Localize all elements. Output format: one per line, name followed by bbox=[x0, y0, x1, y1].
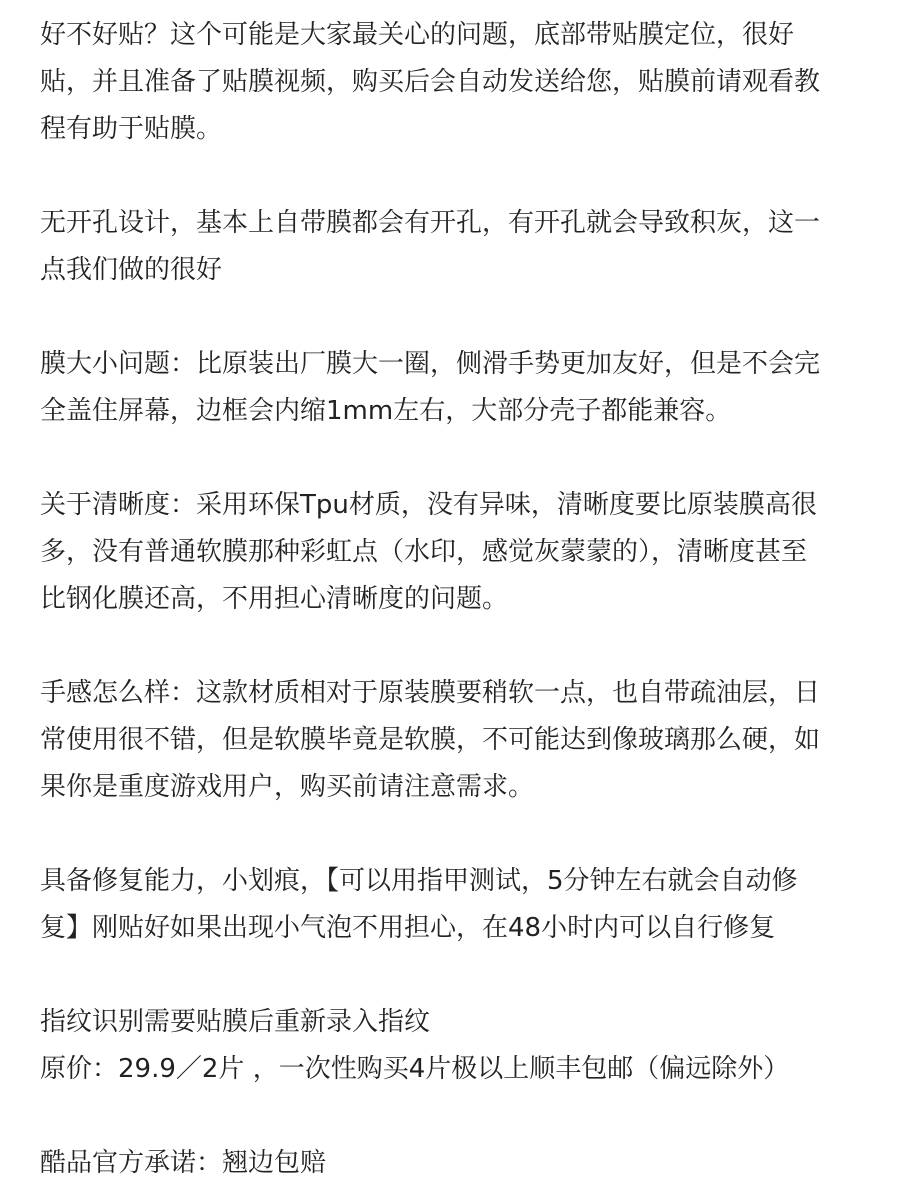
paragraph-gap bbox=[40, 153, 860, 200]
paragraph-ease-of-application: 好不好贴？这个可能是大家最关心的问题，底部带贴膜定位，很好 贴，并且准备了贴膜视频，购买后会自动发送给您，贴膜前请观看教 程有助于贴膜。 bbox=[40, 20, 821, 144]
paragraph-fingerprint-price: 指纹识别需要贴膜后重新录入指纹 原价：29.9／2片 ，一次性购买4片极以上顺丰包邮（偏远除外） bbox=[40, 1007, 790, 1084]
paragraph-gap bbox=[40, 811, 860, 858]
paragraph-gap bbox=[40, 952, 860, 999]
paragraph-gap bbox=[40, 1093, 860, 1140]
paragraph-promise: 酷品官方承诺：翘边包赔 bbox=[40, 1148, 327, 1178]
paragraph-clarity: 关于清晰度：采用环保Tpu材质，没有异味，清晰度要比原装膜高很 多，没有普通软膜那种彩虹点（水印，感觉灰蒙蒙的），清晰度甚至 比钢化膜还高，不用担心清晰度的问题。 bbox=[40, 490, 817, 614]
paragraph-feel: 手感怎么样：这款材质相对于原装膜要稍软一点，也自带疏油层，日 常使用很不错，但是软膜毕竟是软膜，不可能达到像玻璃那么硬，如 果你是重度游戏用户，购买前请注意需求。 bbox=[40, 678, 821, 802]
paragraph-gap bbox=[40, 623, 860, 670]
paragraph-gap bbox=[40, 435, 860, 482]
paragraph-self-repair: 具备修复能力，小划痕，【可以用指甲测试，5分钟左右就会自动修 复】刚贴好如果出现小气泡不用担心，在48小时内可以自行修复 bbox=[40, 866, 798, 943]
paragraph-gap bbox=[40, 294, 860, 341]
paragraph-size: 膜大小问题：比原装出厂膜大一圈，侧滑手势更加友好，但是不会完 全盖住屏幕，边框会内缩1mm左右，大部分壳子都能兼容。 bbox=[40, 349, 821, 426]
product-description bbox=[40, 12, 860, 1187]
paragraph-no-holes: 无开孔设计，基本上自带膜都会有开孔，有开孔就会导致积灰，这一 点我们做的很好 bbox=[40, 208, 821, 285]
